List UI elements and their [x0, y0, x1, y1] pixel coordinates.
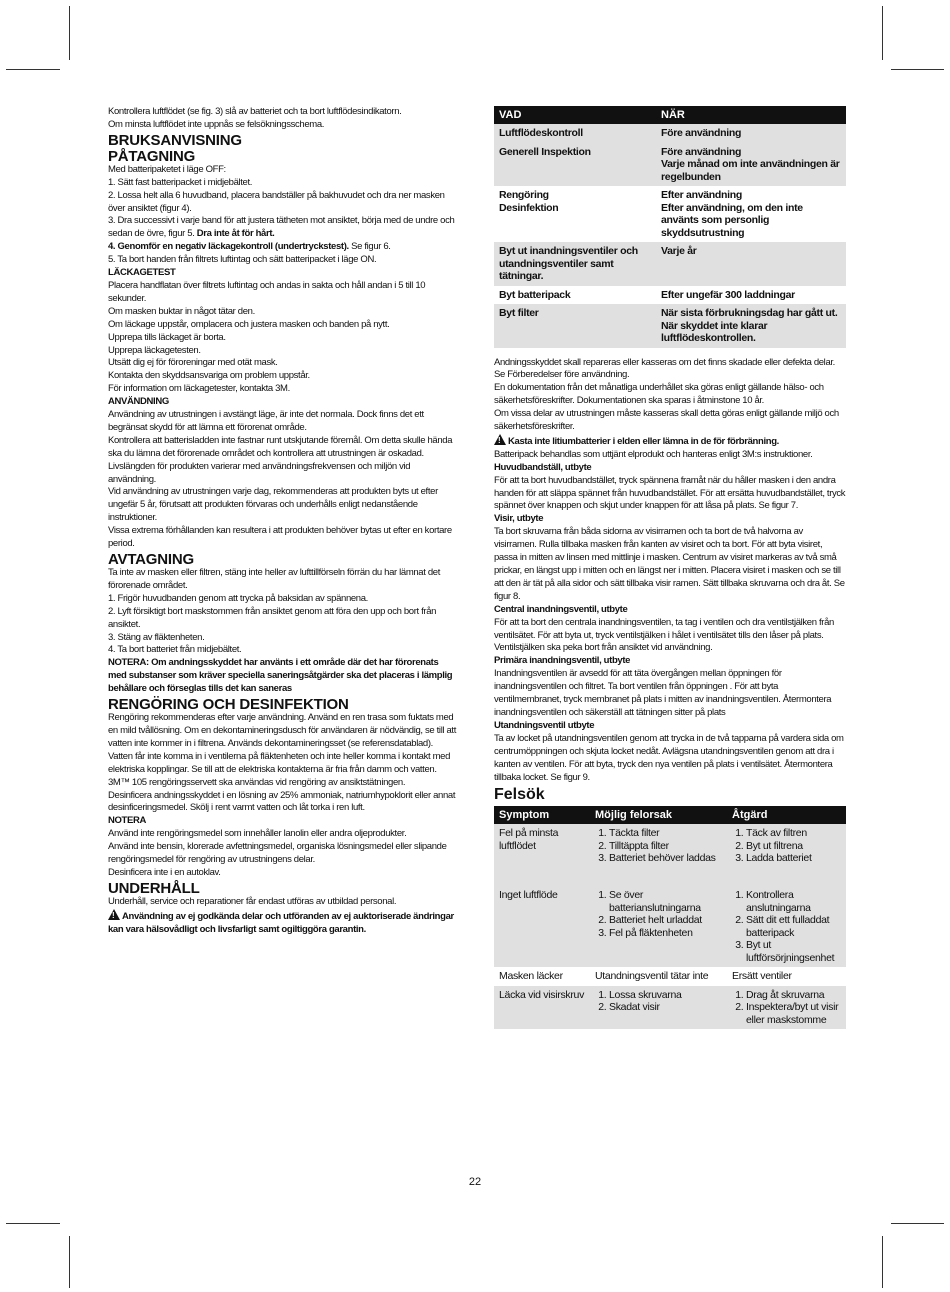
action-item: 2. Inspektera/byt ut visir eller maskstomme	[746, 1001, 841, 1026]
patagning-line: 2. Lossa helt alla 6 huvudband, placera bandställer på bakhuvudet och dra ner masken över ansiktet (figur 4).	[108, 189, 445, 214]
heading-visir: Visir, utbyte	[494, 513, 544, 525]
notera-line: Desinficera inte i en autoklav.	[108, 866, 221, 878]
notera-line: Använd inte bensin, klorerade avfettningsmedel, organiska lösningsmedel eller slipande rengöringsmedel för rengöring av utrustningens delar.	[108, 841, 447, 866]
anvandning-line: Vissa extrema förhållanden kan resultera i att produkten behöver bytas ut efter en kortare period.	[108, 525, 452, 550]
table-row	[494, 124, 846, 143]
maintenance-table	[494, 106, 846, 348]
anvandning-line: Livslängden för produkten varierar med användningsfrekvensen och miljön vid användning.	[108, 460, 411, 485]
heading-rengoring: RENGÖRING OCH DESINFEKTION	[108, 696, 349, 714]
lackagetest-line: Kontakta den skyddsansvariga om problem uppstår.	[108, 370, 310, 382]
heading-utandningsventil: Utandningsventil utbyte	[494, 719, 595, 731]
trouble-action-text: Ersätt ventiler	[732, 970, 792, 983]
page-number: 22	[468, 1176, 482, 1188]
action-item: 3. Ladda batteriet	[746, 852, 841, 865]
trouble-symptom: Inget luftflöde	[494, 886, 590, 967]
intro-line: Kontrollera luftflödet (se fig. 3) slå av batteriet och ta bort luftflödesindikatorn.	[108, 106, 402, 117]
patagning-step3: 3. Dra successivt i varje band för att justera tätheten mot ansiktet, börja med de undre och sedan de övre, figur 5.	[108, 215, 455, 240]
maint-when: Efter ungefär 300 laddningar	[661, 288, 795, 301]
cause-item: 2. Tilltäppta filter	[609, 840, 722, 853]
maint-what: Luftflödeskontroll	[494, 124, 656, 143]
heading-bruksanvisning: BRUKSANVISNING	[108, 131, 242, 149]
patagning-line	[108, 241, 458, 254]
visir-text: Ta bort skruvarna från båda sidorna av visirramen och ta bort de två halvorna av visirramen. Rulla tillbaka masken från kanten av visiret och ta bort. För att byta visiret, passa in mitten av linsen med mittlinje i masken. Centrum av visiret markeras av två små prickar, en längst upp i mitten och en längst ner i mitten. Placera visiret i masken och se till att den är tät på alla sidor och sätt tillbaka visir ramen. Sätt tillbaka skruvarna och dra åt. Se figur 8.	[494, 526, 845, 602]
crop-mark	[891, 69, 944, 70]
crop-mark	[882, 6, 883, 60]
intro-line: Om minsta luftflödet inte uppnås se felsökningsschema.	[108, 118, 325, 130]
trouble-causes	[590, 886, 727, 967]
table-row	[494, 304, 846, 348]
heading-primara-ventil: Primära inandningsventil, utbyte	[494, 655, 631, 667]
maint-what: Byt filter	[494, 304, 656, 348]
maint-when: Varje år	[656, 242, 846, 286]
avtagning-line: Ta inte av masken eller filtren, stäng inte heller av lufttillförseln förrän du har lämnat det förorenade området.	[108, 567, 440, 591]
maint-what: Rengöring Desinfektion	[499, 189, 559, 214]
lackagetest-line: Upprepa läckagetesten.	[108, 344, 201, 356]
trouble-causes	[590, 824, 727, 886]
heading-lackagetest: LÄCKAGETEST	[108, 267, 176, 279]
heading-huvudband: Huvudbandställ, utbyte	[494, 461, 592, 473]
crop-mark	[69, 6, 70, 60]
lackagetest-line: Upprepa tills läckaget är borta.	[108, 331, 226, 343]
cause-item: 3. Batteriet behöver laddas	[609, 852, 722, 865]
lackagetest-line: Utsätt dig ej för föroreningar med otät mask.	[108, 357, 278, 369]
troubleshooting-table	[494, 806, 846, 1029]
anvandning-line: Kontrollera att batterisladden inte fastnar runt utskjutande föremål. Om detta skulle hända ska du lämna det förorenade området och kontrollera att utrustningen är oskadad.	[108, 434, 453, 459]
trouble-cause-text: Utandningsventil tätar inte	[595, 970, 709, 983]
patagning-step4-bold: 4. Genomför en negativ läckagekontroll (undertryckstest).	[108, 241, 349, 253]
underhall-warning-text: Användning av ej godkända delar och utföranden av ej auktoriserade ändringar kan vara hälsovådligt och livsfarligt samt ogiltiggöra garantin.	[108, 910, 454, 935]
utandningsventil-text: Ta av locket på utandningsventilen genom att trycka in de två tapparna på vardera sida om centrumöppningen och skjuta locket nedåt. Avlägsna utandningsventilen genom att dra i kanten av ventilen. För att byta, tryck den nya ventilen på plats i ventilsätet. Återmontera tillbaka locket. Se figur 9.	[494, 732, 844, 783]
table-row	[494, 967, 846, 986]
table-row	[494, 186, 846, 242]
patagning-step3-bold: Dra inte åt för hårt.	[196, 228, 275, 240]
left-column	[108, 106, 458, 937]
anvandning-line: Vid användning av utrustningen varje dag, rekommenderas att produkten byts ut efter ungefär 5 år, förutsatt att produkten förvaras och underhålls enligt nedanstående instruktioner.	[108, 486, 438, 524]
underhall-line: Underhåll, service och reparationer får endast utföras av utbildad personal.	[108, 895, 397, 907]
rengoring-line: 3M™ 105 rengöringsservett ska användas vid rengöring av ansiktstätningen.	[108, 776, 406, 788]
cause-item: 2. Batteriet helt urladdat	[609, 914, 722, 927]
header-vad: VAD	[494, 106, 656, 124]
cause-item: 1. Lossa skruvarna	[609, 989, 722, 1002]
trouble-actions	[727, 824, 846, 886]
action-item: 2. Sätt dit ett fulladdat batteripack	[746, 914, 841, 939]
warning-icon	[108, 909, 120, 920]
heading-avtagning: AVTAGNING	[108, 551, 194, 568]
lackagetest-line: Om läckage uppstår, omplacera och justera masken och banden på nytt.	[108, 318, 390, 330]
right-paragraph: Batteripack behandlas som uttjänt elprodukt och hanteras enligt 3M:s instruktioner.	[494, 448, 813, 460]
trouble-symptom: Läcka vid visirskruv	[494, 986, 590, 1030]
action-item: 1. Täck av filtren	[746, 827, 841, 840]
trouble-actions	[727, 886, 846, 967]
rengoring-line: Rengöring rekommenderas efter varje användning. Använd en ren trasa som fuktats med en mild tvållösning. Om en dekontamineringsdusch för användaren är nödvändig, se till att vatten inte kommer in i filtrena. Används dekontamineringsset (se referensdatablad). Vatten får inte komma in i ventilerna på fläktenheten och inte heller komma i kontakt med elektriska kopplingar. Se till att de elektriska kontakterna är fria från damm och vatten.	[108, 712, 457, 775]
huvudband-text: För att ta bort huvudbandstället, tryck spännena framåt när du håller masken i den andra handen för att släppa spännet från huvudbandstället. För att ersätta huvudbandstället, tryck spännet över knappen och skjut under knappen för att låsa på plats. Se figur 7.	[494, 474, 846, 512]
header-felorsak: Möjlig felorsak	[590, 806, 727, 824]
patagning-line	[108, 215, 458, 241]
crop-mark	[882, 1236, 883, 1288]
crop-mark	[6, 69, 60, 70]
heading-felsok: Felsök	[494, 786, 545, 804]
battery-warning	[494, 434, 846, 449]
avtagning-line: 3. Stäng av fläktenheten.	[108, 631, 205, 643]
maint-what: Byt ut inandningsventiler och utandningsventiler samt tätningar.	[494, 242, 656, 286]
right-paragraph: Om vissa delar av utrustningen måste kasseras skall detta göras enligt gällande miljö och säkerhetsföreskrifter.	[494, 408, 839, 433]
heading-anvandning: ANVÄNDNING	[108, 396, 169, 408]
table-row	[494, 286, 846, 305]
table-row	[494, 986, 846, 1030]
warning-icon	[494, 434, 506, 445]
action-item: 2. Byt ut filtrena	[746, 840, 841, 853]
table-row	[494, 824, 846, 886]
heading-central-ventil: Central inandningsventil, utbyte	[494, 603, 628, 615]
crop-mark	[891, 1223, 944, 1224]
central-ventil-text: För att ta bort den centrala inandningsventilen, ta tag i ventilen och dra ventilstjälken från ventilsätet. För att byta ut, tryck ventilstjälken i hålet i ventilsätet tills den låser på plats. Ventilstjälken ska peka bort från ansiktet vid användning.	[494, 616, 834, 654]
patagning-line: 1. Sätt fast batteripacket i midjebältet.	[108, 176, 253, 188]
right-column	[494, 106, 846, 1029]
cause-item: 1. Täckta filter	[609, 827, 722, 840]
lackagetest-line: För information om läckagetester, kontakta 3M.	[108, 383, 290, 395]
avtagning-note: NOTERA: Om andningsskyddet har använts i ett område där det har förorenats med substanser som kräver speciella saneringsåtgärder ska det placeras i lämplig behållare och förseglas tills det kan saneras	[108, 657, 453, 695]
anvandning-line: Användning av utrustningen i avstängt läge, är inte det normala. Dock finns det ett begränsat skydd för att lämna ett förorenat område.	[108, 409, 424, 433]
maint-when: När sista förbrukningsdag har gått ut. När skyddet inte klarar luftflödeskontrollen.	[656, 304, 846, 348]
crop-mark	[6, 1223, 60, 1224]
avtagning-line: 4. Ta bort batteriet från midjebältet.	[108, 644, 242, 656]
heading-notera: NOTERA	[108, 815, 147, 827]
lackagetest-line: Placera handflatan över filtrets luftintag och andas in sakta och håll andan i 5 till 10 sekunder.	[108, 279, 426, 304]
table-row	[494, 143, 846, 187]
cause-item: 3. Fel på fläktenheten	[609, 927, 722, 940]
maint-what: Generell Inspektion	[494, 143, 656, 187]
underhall-warning	[108, 909, 458, 937]
patagning-line: Med batteripaketet i läge OFF:	[108, 163, 226, 175]
trouble-symptom: Masken läcker	[499, 970, 563, 983]
table-header-row	[494, 806, 846, 824]
right-paragraph: En dokumentation från det månatliga underhållet ska göras enligt gällande hälso- och säkerhetsföreskrifter. Dokumentationen ska sparas i åtminstone 10 år.	[494, 382, 824, 407]
patagning-step4: Se figur 6.	[351, 241, 391, 253]
header-atgard: Åtgärd	[727, 806, 846, 824]
notera-line: Använd inte rengöringsmedel som innehåller lanolin eller andra oljeprodukter.	[108, 828, 407, 840]
trouble-causes	[590, 986, 727, 1030]
action-item: 3. Byt ut luftförsörjningsenhet	[746, 939, 841, 964]
maint-when: Efter användning Efter användning, om den inte använts som personlig skyddsutrustning	[661, 189, 803, 239]
crop-mark	[69, 1236, 70, 1288]
cause-item: 1. Se över batterianslutningarna	[609, 889, 722, 914]
heading-patagning: PÅTAGNING	[108, 147, 196, 165]
maint-when: Före användning	[656, 124, 846, 143]
patagning-line: 5. Ta bort handen från filtrets luftintag och sätt batteripacket i läge ON.	[108, 254, 377, 266]
table-row	[494, 886, 846, 967]
rengoring-line: Desinficera andningsskyddet i en lösning av 25% ammoniak, natriumhypoklorit eller annat desinficeringsmedel. Skölj i rent varmt vatten och låt torka i ren luft.	[108, 789, 456, 814]
action-item: 1. Kontrollera anslutningarna	[746, 889, 841, 914]
heading-underhall: UNDERHÅLL	[108, 879, 200, 897]
maint-what: Byt batteripack	[499, 288, 571, 301]
header-nar: NÄR	[656, 106, 846, 124]
avtagning-line: 1. Frigör huvudbanden genom att trycka på baksidan av spännena.	[108, 592, 368, 604]
table-row	[494, 242, 846, 286]
battery-warning-text: Kasta inte litiumbatterier i elden eller lämna in de för förbränning.	[508, 435, 779, 447]
primara-ventil-text: Inandningsventilen är avsedd för att täta övergången mellan öppningen för inandningsventilen och filtret. Ta bort ventilen från öppningen . För att byta ventilmembranet, tryck membranet på plats i mitten av inandningsventilen. Återmontera inandningsventilen och säkerställ att tätningen sitter på plats	[494, 668, 832, 718]
cause-item: 2. Skadat visir	[609, 1001, 722, 1014]
header-symptom: Symptom	[494, 806, 590, 824]
right-paragraph: Andningsskyddet skall repareras eller kasseras om det finns skadade eller defekta delar. Se Förberedelser före användning.	[494, 356, 835, 381]
lackagetest-line: Om masken buktar in något tätar den.	[108, 305, 255, 317]
action-item: 1. Drag åt skruvarna	[746, 989, 841, 1002]
trouble-actions	[727, 986, 846, 1030]
maint-when: Före användning Varje månad om inte användningen är regelbunden	[656, 143, 846, 187]
trouble-symptom: Fel på minsta luftflödet	[494, 824, 590, 886]
avtagning-line: 2. Lyft försiktigt bort maskstommen från ansiktet genom att föra den upp och bort från ansiktet.	[108, 605, 437, 630]
table-header-row	[494, 106, 846, 124]
